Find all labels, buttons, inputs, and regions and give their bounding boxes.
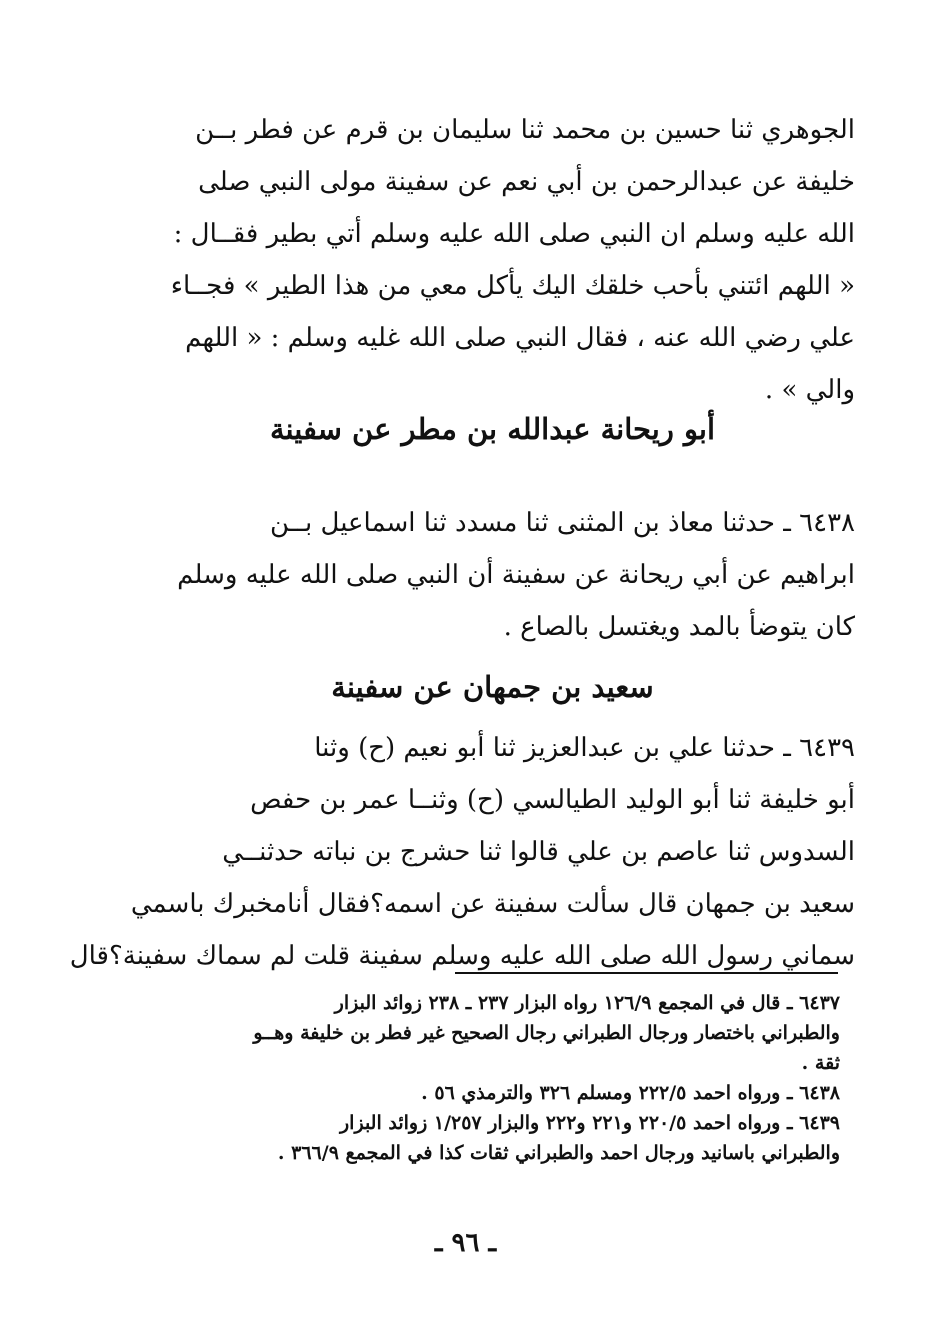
- footnote-line: والطبراني باسانيد ورجال احمد والطبراني ثقات كذا في المجمع ٣٦٦/٩ .: [277, 1142, 840, 1164]
- text-line: والي » .: [764, 375, 855, 405]
- text-line: أبو خليفة ثنا أبو الوليد الطيالسي (ح) وثنــا عمر بن حفص: [250, 785, 855, 815]
- text-line: ٦٤٣٨ ـ حدثنا معاذ بن المثنى ثنا مسدد ثنا اسماعيل بــن: [269, 508, 855, 538]
- paragraph-2: [130, 497, 855, 653]
- text-line: « اللهم ائتني بأحب خلقك اليك يأكل معي من هذا الطير » فجــاء: [170, 271, 855, 301]
- footnote-line: والطبراني باختصار ورجال الطبراني رجال الصحيح غير فطر بن خليفة وهــو: [253, 1022, 840, 1044]
- footnote-line: ٦٤٣٧ ـ قال في المجمع ١٢٦/٩ رواه البزار ٢٣٧ ـ ٢٣٨ زوائد البزار: [334, 992, 840, 1014]
- section-heading: سعيد بن جمهان عن سفينة: [331, 670, 654, 704]
- page-number: ـ ٩٦ ـ: [434, 1228, 497, 1258]
- footnote-line: ٦٤٣٩ ـ ورواه احمد ٢٢٠/٥ و٢٢١ و٢٢٢ والبزار ١/٢٥٧ زوائد البزار: [340, 1112, 840, 1134]
- text-line: خليفة عن عبدالرحمن بن أبي نعم عن سفينة مولى النبي صلى: [198, 167, 855, 197]
- text-line: سماني رسول الله صلى الله عليه وسلم سفينة قلت لم سماك سفينة؟قال: [69, 941, 855, 971]
- text-line: الجوهري ثنا حسين بن محمد ثنا سليمان بن قرم عن فطر بــن: [195, 115, 855, 145]
- section-heading: أبو ريحانة عبدالله بن مطر عن سفينة: [269, 412, 716, 446]
- text-line: سعيد بن جمهان قال سألت سفينة عن اسمه؟فقال أنامخبرك باسمي: [130, 889, 855, 919]
- text-line: الله عليه وسلم ان النبي صلى الله عليه وسلم أتي بطير فقــال :: [173, 219, 855, 249]
- footnote-line: ٦٤٣٨ ـ ورواه احمد ٢٢٢/٥ ومسلم ٣٢٦ والترمذي ٥٦ .: [421, 1082, 840, 1104]
- text-line: ٦٤٣٩ ـ حدثنا علي بن عبدالعزيز ثنا أبو نعيم (ح) وثنا: [314, 733, 855, 763]
- text-line: السدوس ثنا عاصم بن علي قالوا ثنا حشرج بن نباته حدثنــي: [222, 837, 855, 867]
- paragraph-1: [130, 104, 855, 416]
- footnote-line: ثقة .: [801, 1052, 840, 1074]
- text-line: كان يتوضأ بالمد ويغتسل بالصاع .: [503, 612, 855, 642]
- footnote-divider: [455, 972, 838, 974]
- text-line: علي رضي الله عنه ، فقال النبي صلى الله غليه وسلم : « اللهم: [185, 323, 855, 353]
- text-line: ابراهيم عن أبي ريحانة عن سفينة أن النبي صلى الله عليه وسلم: [177, 560, 855, 590]
- paragraph-3: [69, 722, 855, 982]
- footnotes: [125, 988, 840, 1168]
